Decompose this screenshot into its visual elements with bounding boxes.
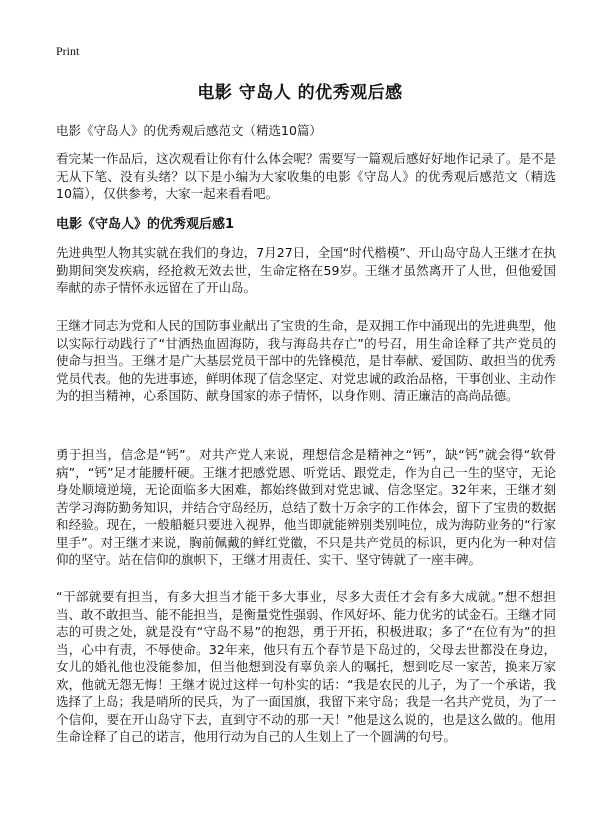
- body-paragraph-2: 王继才同志为党和人民的国防事业献出了宝贵的生命，是双拥工作中涌现出的先进典型，他以实际行动践行了“甘洒热血固海防，我与海岛共存亡”的号召，用生命诠释了共产党员的使命与担当。王继才是广大基层党员干部中的先锋模范，是甘奉献、爱国防、敢担当的优秀党员代表。他的先进事迹，鲜明体现了信念坚定、对党忠诚的政治品格，干事创业、主动作为的担当精神，心系国防、献身国家的赤子情怀，以身作则、清正廉洁的高尚品德。: [56, 318, 557, 403]
- print-link[interactable]: Print: [56, 44, 80, 58]
- section-heading: 电影《守岛人》的优秀观后感1: [56, 217, 235, 232]
- body-paragraph-3: 勇于担当，信念是“钙”。对共产党人来说，理想信念是精神之“钙”，缺“钙”就会得“软骨病”，“钙”足才能腰杆硬。王继才把感党恩、听党话、跟党走，作为自己一生的坚守，无论身处顺境逆境，无论面临多大困难，都始终做到对党忠诚、信念坚定。32年来，王继才刻苦学习海防勤务知识，并结合守岛经历，总结了数十万余字的工作体会，留下了宝贵的数据和经验。现在，一般船艇只要进入视界，他当即就能辨别类别吨位，成为海防业务的“行家里手”。对王继才来说，胸前佩戴的鲜红党徽，不只是共产党员的标识，更内化为一种对信仰的坚守。站在信仰的旗帜下，王继才用责任、实干、坚守铸就了一座丰碑。: [56, 447, 557, 567]
- document-subtitle: 电影《守岛人》的优秀观后感范文（精选10篇）: [56, 123, 322, 138]
- body-paragraph-4: “干部就要有担当，有多大担当才能干多大事业，尽多大责任才会有多大成就。”想不想担当、敢不敢担当、能不能担当，是衡量党性强弱、作风好坏、能力优劣的试金石。王继才同志的可贵之处，就是没有“守岛不易”的抱怨，勇于开拓，积极进取；多了“在位有为”的担当，心中有责，不辱使命。32年来，他只有五个春节是下岛过的，父母去世都没在身边，女儿的婚礼他也没能参加，但当他想到没有辜负亲人的嘱托，想到吃尽一家苦，换来万家欢，他就无怨无悔！王继才说过这样一句朴实的话：“我是农民的儿子，为了一个承诺，我选择了上岛；我是哨所的民兵，为了一面国旗，我留下来守岛；我是一名共产党员，为了一个信仰，要在开山岛守下去，直到守不动的那一天！”他是这么说的，也是这么做的。他用生命诠释了自己的诺言，他用行动为自己的人生划上了一个圆满的句号。: [56, 589, 557, 744]
- page-title: 电影 守岛人 的优秀观后感: [197, 83, 403, 103]
- body-paragraph-1: 先进典型人物其实就在我们的身边，7月27日，全国“时代楷模”、开山岛守岛人王继才在执勤期间突发疾病，经抢救无效去世，生命定格在59岁。王继才虽然离开了人世，但他爱国奉献的赤子情怀永远留在了开山岛。: [56, 245, 556, 295]
- intro-paragraph: 看完某一作品后，这次观看让你有什么体会呢？需要写一篇观后感好好地作记录了。是不是无从下笔、没有头绪？以下是小编为大家收集的电影《守岛人》的优秀观后感范文（精选10篇），仅供参考，大家一起来看看吧。: [56, 151, 557, 201]
